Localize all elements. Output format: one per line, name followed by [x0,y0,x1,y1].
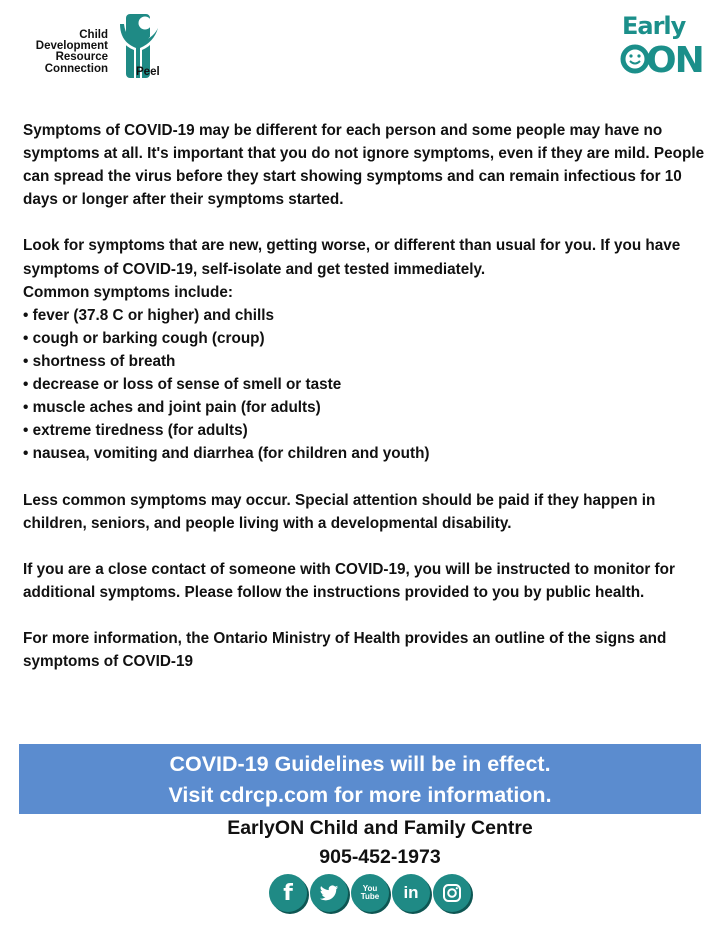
cdrc-logo [18,14,168,82]
symptom-item: • cough or barking cough (croup) [23,329,265,347]
close-contact-paragraph: If you are a close contact of someone with COVID-19, you will be instructed to monitor for additional symptoms. Please follow the instructions provided to you by public health. [23,560,675,601]
banner-line-2: Visit cdrcp.com for more information. [168,783,552,807]
symptom-item: • fever (37.8 C or higher) and chills [23,306,275,324]
centre-name: EarlyON Child and Family Centre [227,817,533,839]
less-common-paragraph: Less common symptoms may occur. Special attention should be paid if they happen in children, seniors, and people living with a developmental disability. [23,491,656,532]
cdrc-region-label: Peel [136,66,160,78]
cdrc-logo-text: Child Development Resource Connection [35,29,108,75]
symptoms-intro: Common symptoms include: [23,283,233,301]
youtube-glyph: You Tube [360,884,380,901]
earlyon-word-on: ON [646,40,703,81]
symptom-item: • nausea, vomiting and diarrhea (for children and youth) [23,445,430,463]
symptom-item: • extreme tiredness (for adults) [23,422,248,440]
linkedin-glyph: in [403,883,419,902]
social-links [269,874,471,912]
smiley-face-icon [620,42,650,76]
twitter-bird-icon [319,885,339,902]
instagram-icon[interactable] [433,874,471,912]
facebook-icon[interactable] [269,874,307,912]
youtube-icon[interactable] [351,874,389,912]
guidelines-banner [19,744,701,814]
main-content [23,119,715,673]
intro-paragraph: Symptoms of COVID-19 may be different for each person and some people may have no symptoms at all. It's important that you do not ignore symptoms, even if they are mild. People can spread the virus before they start showing symptoms and can remain infectious for 10 days or longer after their symptoms started. [23,122,705,209]
twitter-icon[interactable] [310,874,348,912]
phone-number: 905-452-1973 [319,846,441,868]
more-info-paragraph: For more information, the Ontario Ministry of Health provides an outline of the signs and symptoms of COVID-19 [23,630,667,671]
symptom-item: • shortness of breath [23,352,176,370]
guidance-paragraph: Look for symptoms that are new, getting worse, or different than usual for you. If you have symptoms of COVID-19, self-isolate and get tested immediately. [23,237,681,278]
earlyon-logo [620,12,703,84]
facebook-glyph: f [283,880,293,906]
instagram-camera-icon [442,883,462,903]
linkedin-icon[interactable] [392,874,430,912]
earlyon-word-early: Early [622,12,686,40]
banner-line-1: COVID-19 Guidelines will be in effect. [169,752,551,776]
symptom-item: • muscle aches and joint pain (for adults) [23,399,321,417]
symptom-item: • decrease or loss of sense of smell or taste [23,376,342,394]
